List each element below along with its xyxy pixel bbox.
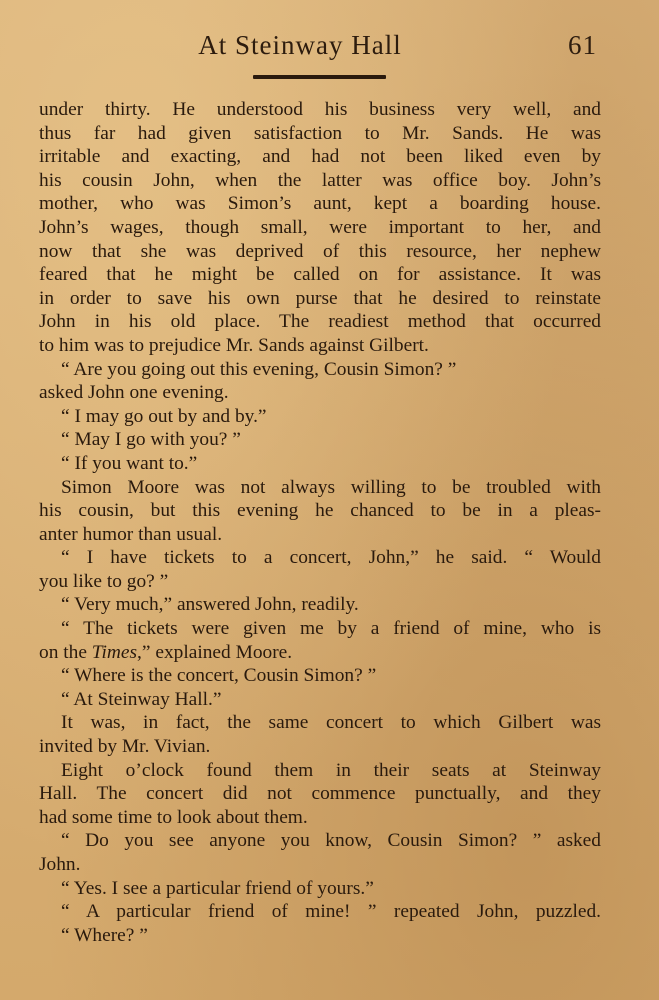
running-head [0,30,659,70]
text-line: “ I may go out by and by.” [61,405,267,427]
text-line: John. [39,854,81,875]
text-line: had some time to look about them. [39,806,308,828]
text-line: now that she was deprived of this resource, her nephew [39,240,601,262]
text-line: anter humor than usual. [39,523,223,545]
text-line: asked John one evening. [39,382,229,404]
text-line: his cousin, but this evening he chanced to be in a pleas- [39,500,601,522]
text-line: “ Where? ” [61,924,148,946]
text-line: under thirty. He understood his business very well, and [39,99,601,120]
text-line: Eight o’clock found them in their seats at Steinway [61,759,601,781]
text-line: It was, in fact, the same concert to which Gilbert was [61,712,601,734]
italic-newspaper-title: Times [91,641,138,663]
text-line: irritable and exacting, and had not been liked even by [39,146,601,168]
text-segment: ,” explained Moore. [137,641,293,663]
text-line: Hall. The concert did not commence punctually, and they [39,783,601,805]
text-line: to him was to prejudice Mr. Sands against Gilbert. [39,334,429,356]
text-line: feared that he might be called on for assistance. It was [39,264,601,286]
text-line: Simon Moore was not always willing to be troubled with [61,476,601,498]
header-rule [253,75,386,79]
text-line: “ Where is the concert, Cousin Simon? ” [61,665,377,687]
text-line: John’s wages, though small, were important to her, and [39,216,601,238]
text-line: in order to save his own purse that he desired to reinstate [39,287,601,309]
text-line: “ May I go with you? ” [61,429,241,451]
text-segment: on the [39,641,92,663]
text-line-with-italic [39,641,601,665]
text-line: “ If you want to.” [61,452,198,474]
text-line: “ Yes. I see a particular friend of yours.” [61,877,374,899]
text-line: “ The tickets were given me by a friend of mine, who is [61,618,601,640]
text-line: his cousin John, when the latter was office boy. John’s [39,169,601,191]
text-line: “ A particular friend of mine! ” repeated John, puzzled. [61,901,601,923]
running-title: At Steinway Hall [198,30,402,60]
body-text [39,98,601,947]
text-line: mother, who was Simon’s aunt, kept a boarding house. [39,193,601,215]
text-line: “ Are you going out this evening, Cousin Simon? ” [61,358,457,380]
text-line: you like to go? ” [39,570,169,592]
text-line: invited by Mr. Vivian. [39,736,211,758]
text-line: thus far had given satisfaction to Mr. Sands. He was [39,122,601,144]
text-line: “ Do you see anyone you know, Cousin Simon? ” asked [61,830,601,852]
text-line: “ At Steinway Hall.” [61,688,222,710]
text-line: “ I have tickets to a concert, John,” he said. “ Would [61,547,601,569]
text-line: John in his old place. The readiest method that occurred [39,311,601,333]
page-number: 61 [568,30,597,60]
text-line: “ Very much,” answered John, readily. [61,594,359,616]
